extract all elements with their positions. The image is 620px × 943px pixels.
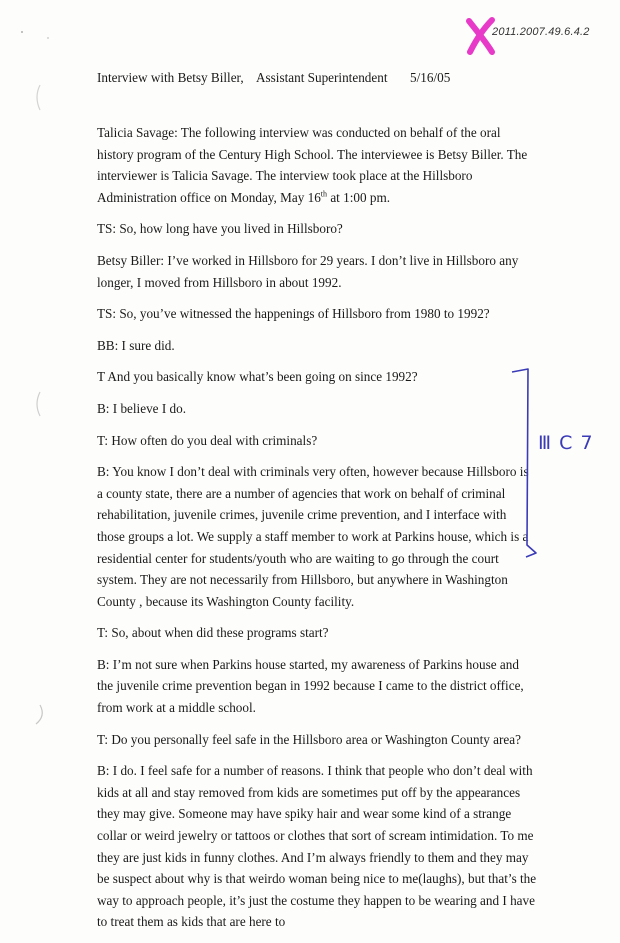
transcript-paragraph: T: Do you personally feel safe in the Hillsboro area or Washington County area?: [97, 731, 521, 747]
intro-text: Talicia Savage: The following interview was conducted on behalf of the oral history program of the Century High School. The interviewee is Betsy Biller. The interviewer is Talicia Savage. The interview took place at the Hillsboro Administration office on Monday, May 16: [97, 125, 528, 205]
accession-number: 2011.2007.49.6.4.2: [492, 26, 590, 38]
margin-annotation: Ⅲ C 7: [538, 432, 594, 454]
transcript-paragraph: TS: So, how long have you lived in Hillsboro?: [97, 221, 343, 237]
transcript-paragraph: B: I do. I feel safe for a number of reasons. I think that people who don’t deal with kids at all and stay removed from kids are sometimes put off by the appearances they may give. Someone may have spiky hair and wear some kind of a strange collar or weird jewelry or tattoos or clothes that sort of scream intimidation. To me they are just kids in funny clothes. And I’m always friendly to them and they may be suspect about why is that weirdo woman being nice to me(laughs), but that’s the way to approach people, it’s just the costume they happen to be wearing and I have to treat them as kids that are here to: [97, 763, 537, 930]
transcript-paragraph: T: So, about when did these programs start?: [97, 625, 329, 641]
transcript-paragraph: T And you basically know what’s been going on since 1992?: [97, 369, 418, 385]
interview-title: Interview with Betsy Biller,: [97, 70, 244, 85]
transcript-paragraph: B: I’m not sure when Parkins house started, my awareness of Parkins house and the juvenile crime prevention began in 1992 because I came to the district office, from work at a middle school.: [97, 656, 524, 716]
interviewee-role: Assistant Superintendent: [256, 70, 388, 85]
transcript-paragraph: T: How often do you deal with criminals?: [97, 432, 318, 448]
interview-date: 5/16/05: [410, 70, 451, 85]
transcript-paragraph: BB: I sure did.: [97, 337, 175, 353]
transcript-paragraph: B: You know I don’t deal with criminals very often, however because Hillsboro is a county state, there are a number of agencies that work on behalf of criminal rehabilitation, juvenile crimes, juvenile crime prevention, and I interface with those groups a lot. We supply a staff member to work at Parkins house, which is a residential center for students/youth who are waiting to go through the court system. They are not necessarily from Hillsboro, but anywhere in Washington County , because its Washington County facility.: [97, 464, 529, 609]
transcript-paragraph: B: I believe I do.: [97, 400, 186, 416]
intro-text-end: at 1:00 pm.: [327, 189, 391, 205]
transcript-paragraph: Betsy Biller: I’ve worked in Hillsboro for 29 years. I don’t live in Hillsboro any longer, I moved from Hillsboro in about 1992.: [97, 252, 519, 290]
ordinal-suffix: th: [320, 189, 328, 199]
transcript-paragraph: TS: So, you’ve witnessed the happenings of Hillsboro from 1980 to 1992?: [97, 306, 490, 322]
